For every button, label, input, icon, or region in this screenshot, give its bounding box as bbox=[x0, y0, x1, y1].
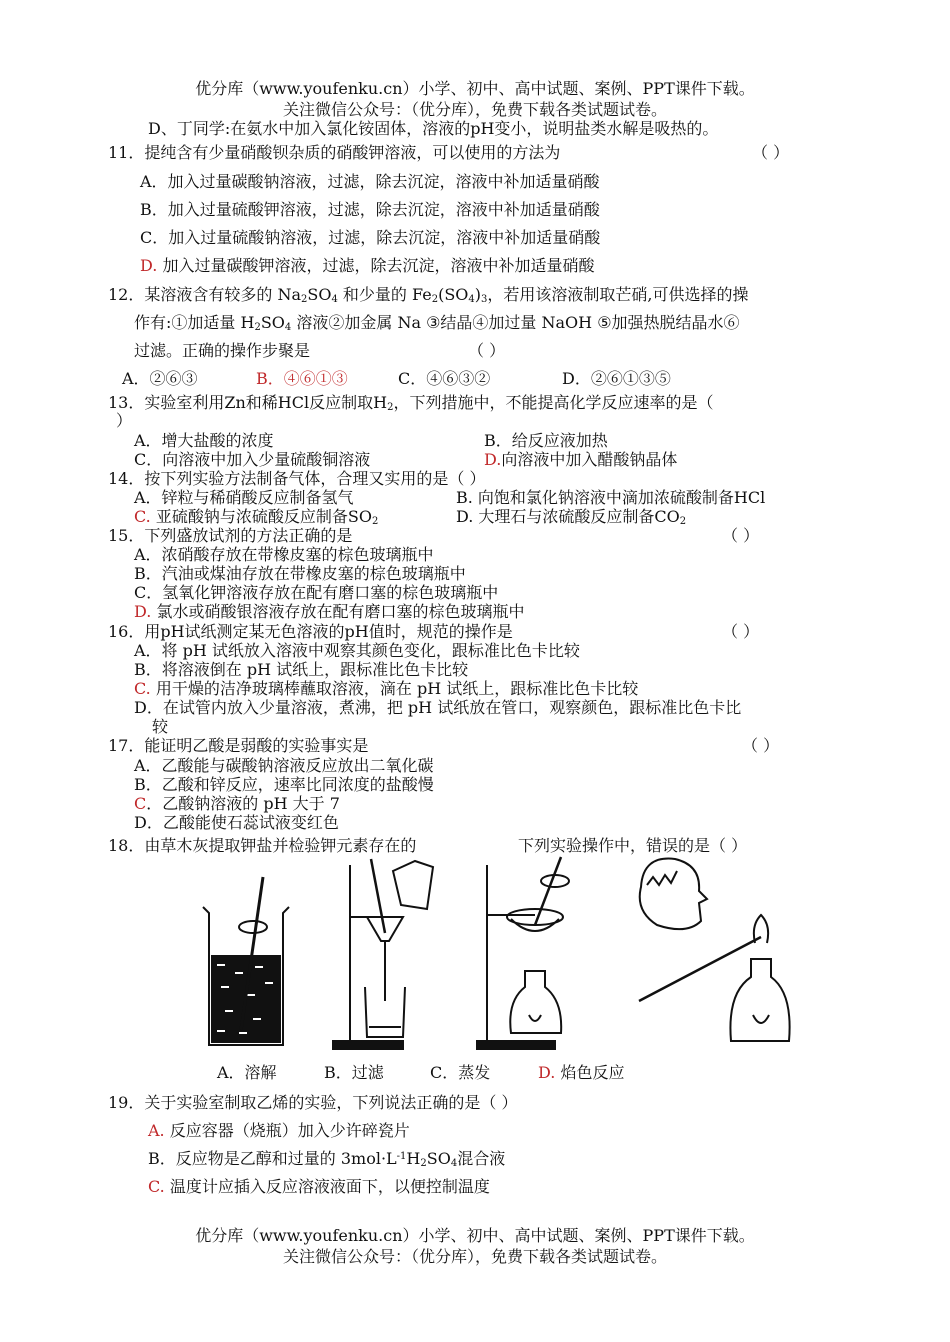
q18-apparatus-figures bbox=[195, 855, 795, 1055]
q16-option-d-line1: D．在试管内放入少量溶液，煮沸，把 pH 试纸放在管口，观察颜色，跟标准比色卡比 bbox=[134, 698, 742, 717]
q11-option-d bbox=[140, 256, 594, 276]
q16-option-c: C. 用干燥的洁净玻璃棒蘸取溶液，滴在 pH 试纸上，跟标准比色卡比较 bbox=[134, 679, 639, 698]
q17-stem: 17．能证明乙酸是弱酸的实验事实是 bbox=[108, 736, 369, 755]
q18-option-b: B．过滤 bbox=[324, 1063, 384, 1082]
q15-stem: 15．下列盛放试剂的方法正确的是 bbox=[108, 526, 353, 545]
q12-stem-line3: 过滤。正确的操作步聚是 bbox=[134, 341, 311, 360]
q14-option-d: D. 大理石与浓硫酸反应制备$CO_2$ bbox=[456, 507, 687, 527]
page-header-line2: 关注微信公众号：（优分库），免费下载各类试题试卷。 bbox=[282, 100, 667, 119]
evaporation-figure bbox=[477, 857, 569, 1049]
page-footer-line2: 关注微信公众号：（优分库），免费下载各类试题试卷。 bbox=[282, 1247, 667, 1266]
q16-stem: 16．用pH试纸测定某无色溶液的pH值时，规范的操作是 bbox=[108, 622, 513, 641]
q13-option-a: A．增大盐酸的浓度 bbox=[134, 431, 274, 450]
q15-answer-paren: （ ） bbox=[722, 526, 760, 545]
q18-option-a: A．溶解 bbox=[217, 1063, 277, 1082]
q12-option-c: C．④⑥③② bbox=[398, 369, 491, 388]
q13-option-b: B．给反应液加热 bbox=[484, 431, 608, 450]
q12-stem-line2: 作有:①加适量 $H_2SO_4$ 溶液②加金属 Na ③结晶④加过量 NaOH ⑤加强热脱结晶水⑥ bbox=[134, 313, 740, 333]
q11-stem: 11．提纯含有少量硝酸钡杂质的硝酸钾溶液，可以使用的方法为 bbox=[108, 143, 561, 162]
q18-stem-part1: 18．由草木灰提取钾盐并检验钾元素存在的 bbox=[108, 836, 417, 855]
q13-option-d: D.向溶液中加入醋酸钠晶体 bbox=[484, 450, 678, 469]
q12-option-d: D．②⑥①③⑤ bbox=[562, 369, 671, 388]
q17-option-d: D．乙酸能使石蕊试液变红色 bbox=[134, 813, 339, 832]
q13-stem-line1: 13．实验室利用Zn和稀HCl反应制取$H_2$，下列措施中，不能提高化学反应速率的是（ bbox=[108, 393, 714, 413]
q17-option-c: C．乙酸钠溶液的 pH 大于 7 bbox=[134, 794, 340, 813]
q12-answer-paren: （ ） bbox=[468, 341, 506, 360]
q17-answer-paren: （ ） bbox=[742, 736, 780, 755]
q11-option-d-text: 加入过量碳酸钾溶液，过滤，除去沉淀，溶液中补加适量硝酸 bbox=[162, 256, 595, 275]
q14-option-b: B. 向饱和氯化钠溶液中滴加浓硫酸制备HCl bbox=[456, 488, 766, 507]
q13-stem-line2: ） bbox=[116, 411, 133, 430]
q18-stem-part2: 下列实验操作中，错误的是（ ） bbox=[518, 836, 748, 855]
q19-option-b: B．反应物是乙醇和过量的 $3mol\cdot L^{-1}H_2SO_4$混合液 bbox=[148, 1149, 506, 1169]
q12-option-b: B．④⑥①③ bbox=[256, 369, 348, 388]
q11-option-c: C．加入过量硫酸钠溶液，过滤，除去沉淀，溶液中补加适量硝酸 bbox=[140, 228, 601, 247]
q18-option-c: C．蒸发 bbox=[430, 1063, 491, 1082]
q17-option-a: A．乙酸能与碳酸钠溶液反应放出二氧化碳 bbox=[134, 756, 434, 775]
q16-option-a: A．将 pH 试纸放入溶液中观察其颜色变化，跟标准比色卡比较 bbox=[134, 641, 580, 660]
q11-option-b: B．加入过量硫酸钾溶液，过滤，除去沉淀，溶液中补加适量硝酸 bbox=[140, 200, 600, 219]
page-footer-line1: 优分库（www.youfenku.cn）小学、初中、高中试题、案例、PPT课件下载。 bbox=[195, 1226, 755, 1245]
q15-option-d: D. 氯水或硝酸银溶液存放在配有磨口塞的棕色玻璃瓶中 bbox=[134, 602, 525, 621]
q14-stem: 14．按下列实验方法制备气体，合理又实用的是（ ） bbox=[108, 469, 486, 488]
q17-option-b: B．乙酸和锌反应，速率比同浓度的盐酸慢 bbox=[134, 775, 434, 794]
q13-option-c: C．向溶液中加入少量硫酸铜溶液 bbox=[134, 450, 371, 469]
q16-option-d-line2: 较 bbox=[152, 717, 169, 736]
q16-option-b: B．将溶液倒在 pH 试纸上，跟标准比色卡比较 bbox=[134, 660, 469, 679]
q11-option-d-letter: D. bbox=[140, 256, 158, 275]
flame-test-figure bbox=[639, 859, 790, 1041]
page-header-line1: 优分库（www.youfenku.cn）小学、初中、高中试题、案例、PPT课件下载。 bbox=[195, 79, 755, 98]
q19-option-a: A. 反应容器（烧瓶）加入少许碎瓷片 bbox=[148, 1121, 410, 1140]
q19-stem: 19．关于实验室制取乙烯的实验，下列说法正确的是（ ） bbox=[108, 1093, 518, 1112]
q12-stem-line1: 12．某溶液含有较多的 $Na_2SO_4$ 和少量的 $Fe_2(SO_4)_3$，若用该溶液制取芒硝,可供选择的操 bbox=[108, 285, 749, 305]
q15-option-b: B．汽油或煤油存放在带橡皮塞的棕色玻璃瓶中 bbox=[134, 564, 466, 583]
dissolving-beaker-figure bbox=[203, 877, 289, 1045]
prev-option-d: D、丁同学:在氨水中加入氯化铵固体，溶液的pH变小，说明盐类水解是吸热的。 bbox=[148, 119, 719, 138]
q14-option-a: A．锌粒与稀硝酸反应制备氢气 bbox=[134, 488, 354, 507]
q11-option-a: A．加入过量碳酸钠溶液，过滤，除去沉淀，溶液中补加适量硝酸 bbox=[140, 172, 600, 191]
q15-option-a: A．浓硝酸存放在带橡皮塞的棕色玻璃瓶中 bbox=[134, 545, 434, 564]
q18-option-d: D. 焰色反应 bbox=[538, 1063, 625, 1082]
q14-option-c: C. 亚硫酸钠与浓硫酸反应制备$SO_2$ bbox=[134, 507, 379, 527]
q19-option-c: C. 温度计应插入反应溶液液面下，以便控制温度 bbox=[148, 1177, 490, 1196]
q15-option-c: C．氢氧化钾溶液存放在配有磨口塞的棕色玻璃瓶中 bbox=[134, 583, 499, 602]
q16-answer-paren: （ ） bbox=[722, 622, 760, 641]
q12-option-a: A．②⑥③ bbox=[122, 369, 198, 388]
q11-answer-paren: （ ） bbox=[752, 143, 790, 162]
filtration-figure bbox=[333, 859, 433, 1049]
